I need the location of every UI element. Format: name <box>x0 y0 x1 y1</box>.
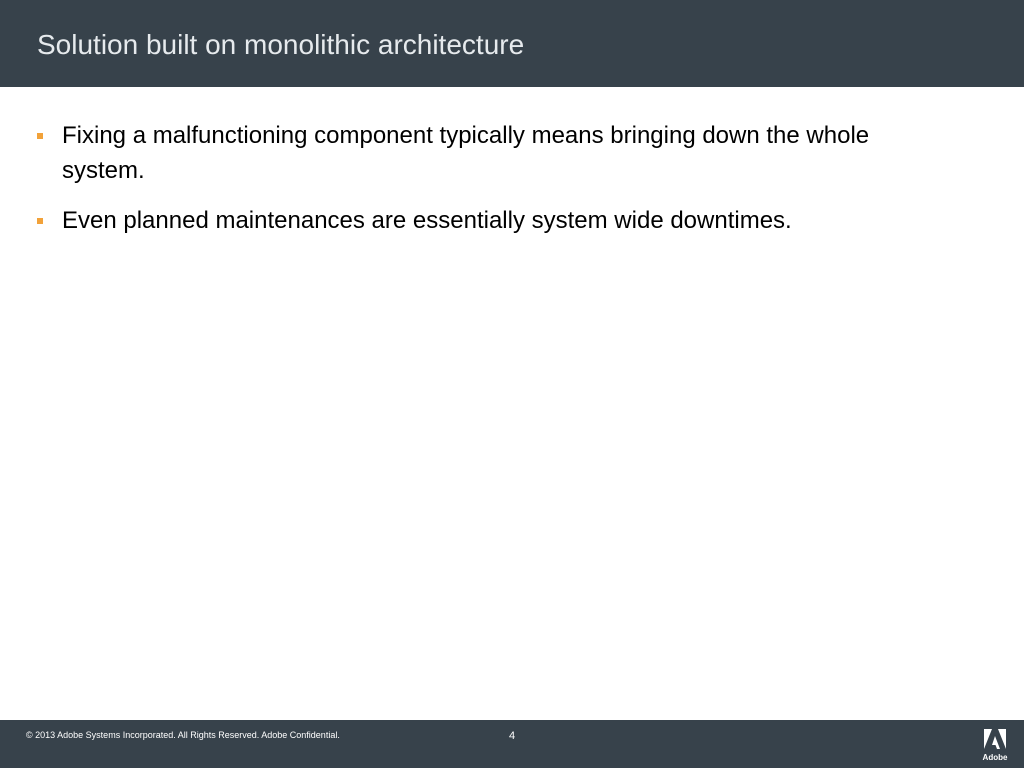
bullet-list <box>0 118 1024 238</box>
bullet-item <box>0 203 1024 238</box>
bullet-text: Fixing a malfunctioning component typically means bringing down the whole system. <box>62 122 870 184</box>
page-number: 4 <box>509 730 516 742</box>
bullet-square-icon <box>37 218 43 224</box>
adobe-logo-center-shape <box>992 736 1000 749</box>
copyright-notice: © 2013 Adobe Systems Incorporated. All Rights Reserved. Adobe Confidential. <box>26 730 340 740</box>
bullet-text: Even planned maintenances are essentially system wide downtimes. <box>62 207 792 234</box>
adobe-logo-right-shape <box>998 729 1006 749</box>
adobe-logo-left-shape <box>984 729 992 749</box>
adobe-logo-icon <box>981 729 1009 763</box>
bullet-square-icon <box>37 133 43 139</box>
slide-content <box>0 118 1024 253</box>
slide-footer <box>0 720 1024 768</box>
slide-header <box>0 0 1024 87</box>
adobe-logo-wordmark: Adobe <box>982 753 1008 762</box>
slide-title: Solution built on monolithic architecture <box>37 29 525 60</box>
bullet-item <box>0 118 1024 188</box>
